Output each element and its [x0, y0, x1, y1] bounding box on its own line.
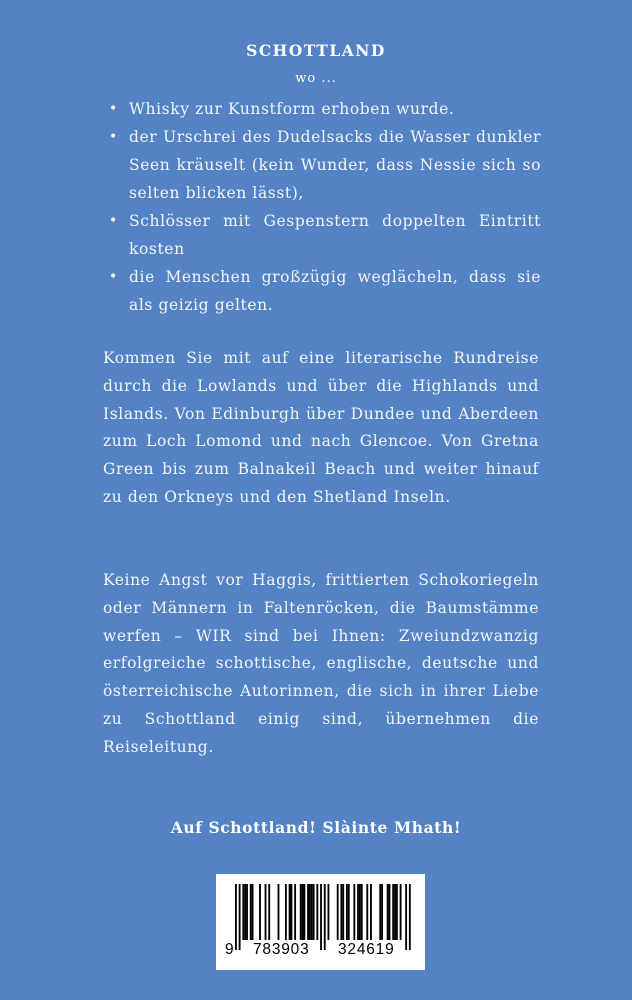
barcode-bar — [370, 884, 372, 940]
barcode-number — [216, 941, 425, 963]
blurb-paragraph-2: Keine Angst vor Haggis, frittierten Schokoriegeln oder Männern in Faltenröcken, die Baumstämme werfen – WIR sind bei Ihnen: Zweiundzwanzig erfolgreiche schottische, englische, deutsche und österreichische Autorinnen, die sich in ihrer Liebe zu Schottland einig sind, übernehmen die Reiseleitung. — [103, 571, 539, 756]
barcode-left-group: 783903 — [253, 941, 310, 958]
barcode-bar — [246, 884, 248, 940]
cover-subtitle: wo ... — [295, 71, 337, 86]
barcode-bar — [316, 884, 318, 940]
barcode-bar — [265, 884, 267, 940]
barcode-bar — [289, 884, 291, 940]
barcode-bar — [278, 884, 280, 940]
barcode-bar — [302, 884, 304, 940]
barcode-bar — [300, 884, 302, 940]
barcode-bar — [400, 884, 402, 940]
barcode-bar — [357, 884, 359, 940]
bullet-item — [103, 263, 541, 319]
barcode-bar — [244, 884, 246, 940]
bullet-text: Schlösser mit Gespenstern doppelten Eintritt kosten — [129, 212, 541, 258]
barcode-bar — [337, 884, 339, 940]
isbn-barcode — [216, 874, 425, 970]
barcode-bar — [285, 884, 287, 940]
barcode-bar — [379, 884, 381, 940]
barcode-bar — [294, 884, 296, 940]
barcode-bar — [311, 884, 313, 940]
barcode-bar — [346, 884, 348, 940]
barcode-bar — [268, 884, 270, 940]
barcode-bar — [392, 884, 394, 940]
bullet-item — [103, 95, 541, 123]
barcode-bar — [309, 884, 311, 940]
barcode-bar — [389, 884, 391, 940]
bullet-icon: • — [109, 129, 118, 145]
blurb-paragraph-1: Kommen Sie mit auf eine literarische Rundreise durch die Lowlands und über die Highlands und Islands. Von Edinburgh über Dundee und Aberdeen zum Loch Lomond und nach Glencoe. Von Gretna Green bis zum Balnakeil Beach und weiter hinauf zu den Orkneys und den Shetland Inseln. — [103, 349, 539, 506]
barcode-bar — [381, 884, 383, 940]
bullet-icon: • — [109, 213, 118, 229]
barcode-bar — [387, 884, 389, 940]
barcode-bar — [361, 884, 363, 940]
bullet-item — [103, 207, 541, 263]
barcode-bar — [307, 884, 309, 940]
barcode-bar — [340, 884, 342, 940]
bullet-item — [103, 123, 541, 207]
barcode-bar — [396, 884, 398, 940]
barcode-bar — [348, 884, 350, 940]
bullet-text: der Urschrei des Dudelsacks die Wasser dunkler Seen kräuselt (kein Wunder, dass Nessie sich so selten blicken lässt), — [129, 128, 541, 202]
closing-toast: Auf Schottland! Slàinte Mhath! — [170, 818, 462, 837]
barcode-bar — [313, 884, 315, 940]
barcode-bar — [359, 884, 361, 940]
barcode-first-digit: 9 — [225, 941, 234, 958]
barcode-bar — [303, 884, 305, 940]
barcode-bar — [328, 884, 330, 940]
barcode-bar — [291, 884, 293, 940]
bullet-icon: • — [109, 269, 118, 285]
bullet-text: Whisky zur Kunstform erhoben wurde. — [129, 100, 455, 118]
barcode-bar — [250, 884, 252, 940]
bullet-text: die Menschen großzügig weglächeln, dass sie als geizig gelten. — [129, 268, 541, 314]
barcode-right-group: 324619 — [338, 941, 395, 958]
barcode-bar — [242, 884, 244, 940]
bullet-list — [103, 95, 541, 319]
barcode-bar — [259, 884, 261, 940]
barcode-bar — [394, 884, 396, 940]
barcode-bar — [353, 884, 355, 940]
barcode-bar — [252, 884, 254, 940]
barcode-bar — [342, 884, 344, 940]
barcode-bar — [366, 884, 368, 940]
bullet-icon: • — [109, 101, 118, 117]
cover-title: SCHOTTLAND — [246, 41, 386, 60]
